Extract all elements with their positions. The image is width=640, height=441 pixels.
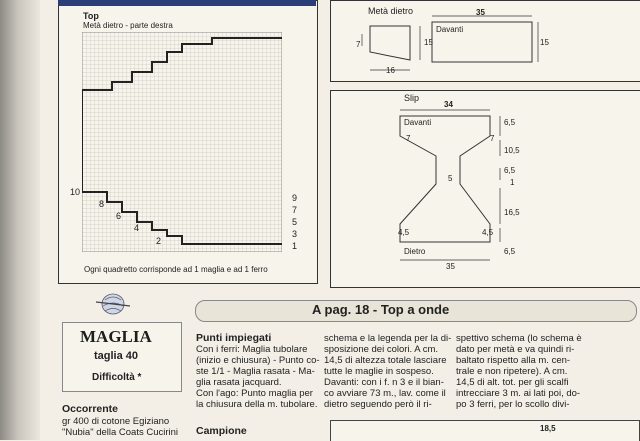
punti-line: (inizio e chiusura) - Punto co- (196, 355, 320, 366)
slip-45b: 4,5 (482, 228, 494, 237)
chart-caption: Ogni quadretto corrisponde ad 1 maglia e ad 1 ferro (84, 265, 268, 274)
knitting-grid (82, 32, 282, 252)
yarn-icon (96, 292, 130, 316)
bottom-diagram-frame (330, 420, 640, 441)
right-row-label: 7 (292, 205, 298, 215)
col2-line: 14,5 di altezza totale lasciare (324, 355, 447, 366)
chart-title: Top (83, 11, 99, 21)
left-row-label: 4 (134, 223, 140, 233)
punti-line: Con l'ago: Punto maglia per (196, 388, 313, 399)
slip-diagram (340, 96, 640, 286)
punti-line: Con i ferri: Maglia tubolare (196, 344, 308, 355)
right-row-label: 3 (292, 229, 298, 239)
slip-title: Slip (404, 93, 420, 103)
sleeve-15-right: 15 (540, 38, 549, 47)
slip-5: 5 (448, 174, 453, 183)
sleeve-35: 35 (476, 8, 485, 17)
right-row-label: 9 (292, 193, 298, 203)
slip-65c: 6,5 (504, 247, 516, 256)
col2-line: co avviare 73 m., lav. come il (324, 388, 446, 399)
slip-34: 34 (444, 100, 453, 109)
left-row-label: 8 (99, 199, 105, 209)
slip-105: 10,5 (504, 146, 520, 155)
occorrente-text (62, 416, 178, 438)
bottom-scale-label: 18,5 (540, 424, 556, 433)
maglia-label: MAGLIA (80, 327, 152, 346)
col3-line: spettivo schema (lo schema è (456, 333, 582, 344)
article-header: A pag. 18 - Top a onde (312, 302, 450, 317)
left-row-label: 2 (156, 236, 162, 246)
right-row-label: 5 (292, 217, 298, 227)
slip-dietro: Dietro (404, 247, 426, 256)
col3-line: trale e non ripetere). A cm. (456, 366, 568, 377)
sleeve-title: Metà dietro (368, 6, 414, 16)
sleeve-16: 16 (386, 66, 395, 75)
slip-35: 35 (446, 262, 455, 271)
slip-65a: 6,5 (504, 118, 516, 127)
punti-line: la chiusura della m. tubolare. (196, 399, 318, 410)
chart-subtitle: Metà dietro - parte destra (83, 21, 173, 30)
book-spine-shadow (0, 0, 40, 440)
taglia-label: taglia 40 (94, 350, 139, 362)
punti-title: Punti impiegati (196, 332, 272, 344)
sleeve-davanti: Davanti (436, 25, 464, 34)
sleeve-diagram (340, 14, 640, 80)
slip-65b: 6,5 (504, 166, 516, 175)
right-row-label: 1 (292, 241, 298, 251)
slip-165: 16,5 (504, 208, 520, 217)
slip-7b: 7 (490, 134, 495, 143)
col2-line: tutte le maglie in sospeso. (324, 366, 434, 377)
slip-7a: 7 (406, 134, 411, 143)
col2-line: Davanti: con i f. n 3 e il bian- (324, 377, 444, 388)
col3-line: intrecciare 3 m. ai lati poi, do- (456, 388, 581, 399)
slip-davanti: Davanti (404, 118, 432, 127)
chart-top-band (58, 0, 316, 6)
sleeve-15-left: 15 (424, 38, 433, 47)
column-2-text (324, 333, 451, 410)
sleeve-7: 7 (356, 40, 361, 49)
col2-line: schema e la legenda per la di- (324, 333, 452, 344)
difficolta-label: Difficoltà * (92, 372, 142, 383)
occorrente-line: gr 400 di cotone Egiziano (62, 416, 170, 427)
slip-45a: 4,5 (398, 228, 410, 237)
col3-line: dato per metà e va quindi ri- (456, 344, 575, 355)
col2-line: sposizione dei colori. A cm. (324, 344, 439, 355)
punti-text (196, 344, 320, 410)
punti-line: ste 1/1 - Maglia rasata - Ma- (196, 366, 315, 377)
occorrente-title: Occorrente (62, 403, 119, 415)
left-row-label: 6 (116, 211, 122, 221)
col3-line: 14,5 di alt. tot. per gli scalfi (456, 377, 569, 388)
slip-1: 1 (510, 178, 515, 187)
campione-title: Campione (196, 425, 247, 437)
col3-line: baltato rispetto alla m. cen- (456, 355, 571, 366)
occorrente-line: "Nubia" della Coats Cucirini (62, 427, 179, 438)
column-3-text (456, 333, 582, 410)
punti-line: glia rasata jacquard. (196, 377, 282, 388)
col2-line: dietro seguendo però il ri- (324, 399, 432, 410)
left-row-label: 10 (70, 187, 81, 197)
col3-line: po 3 ferri, per lo scollo divi- (456, 399, 570, 410)
